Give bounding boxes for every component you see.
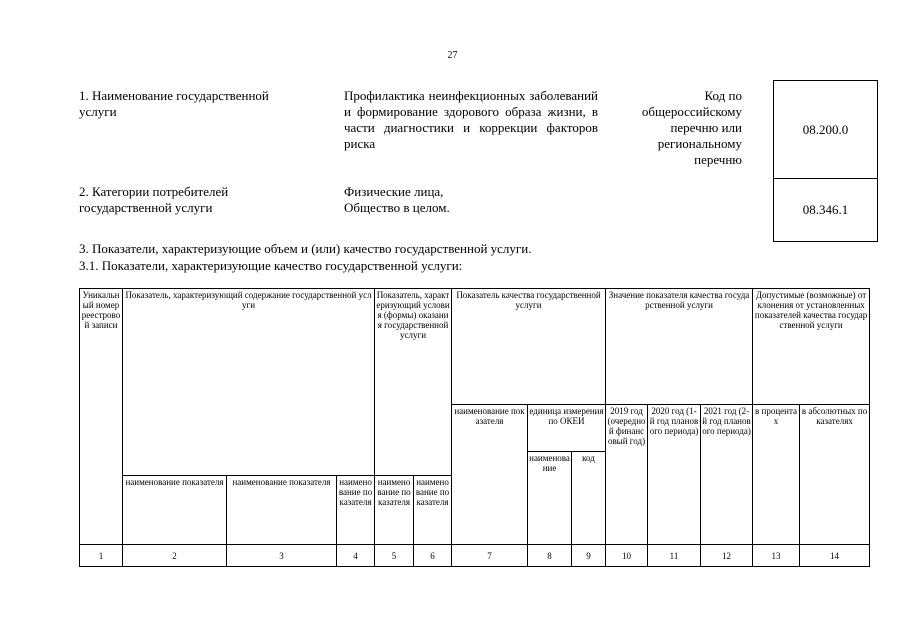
column-number: 14: [800, 545, 870, 567]
column-number: 13: [753, 545, 800, 567]
registry-code-label: Код по общероссийскому перечню или региональному перечню: [641, 88, 742, 167]
column-number: 5: [375, 545, 414, 567]
column-number: 9: [572, 545, 606, 567]
header-unique-number: Уникальный номер реестровой записи: [80, 289, 123, 545]
header-condition-name-2: наименование показателя: [414, 476, 452, 545]
header-unit-name: наименование: [528, 452, 572, 545]
consumer-category-value-2: Общество в целом.: [344, 200, 450, 215]
header-in-absolute: в абсолютных показателях: [800, 405, 870, 545]
header-content-name-1: наименование показателя: [123, 476, 227, 545]
consumer-category-label: 2. Категории потребителей государственной услуги: [79, 184, 229, 215]
table-header-row-1: [80, 289, 870, 405]
consumer-code: 08.346.1: [802, 202, 849, 217]
column-number: 2: [123, 545, 227, 567]
header-conditions-indicator: Показатель, характеризующий условия (формы) оказания государственной услуги: [375, 289, 452, 476]
column-number: 11: [648, 545, 701, 567]
column-number: 1: [80, 545, 123, 567]
page-number: 27: [447, 50, 458, 61]
service-name-value: Профилактика неинфекционных заболеваний и формирование здорового образа жизни, в части диагностики и коррекции факторов риска: [344, 88, 598, 151]
consumer-category-value-1: Физические лица,: [344, 184, 444, 199]
code-box: [773, 80, 878, 242]
column-number-row: [80, 545, 870, 567]
column-number: 6: [414, 545, 452, 567]
quality-indicators-table: [79, 288, 870, 567]
header-year-2020: 2020 год (1-й год планового периода): [648, 405, 701, 545]
column-number: 12: [701, 545, 753, 567]
header-content-name-2: наименование показателя: [227, 476, 337, 545]
header-year-2021: 2021 год (2-й год планового периода): [701, 405, 753, 545]
consumer-code-cell: [774, 179, 877, 241]
header-unit-okei: единица измерения по ОКЕИ: [528, 405, 606, 452]
service-code-cell: [774, 81, 877, 179]
column-number: 10: [606, 545, 648, 567]
service-code: 08.200.0: [802, 121, 849, 137]
header-indicator-name: наименование показателя: [452, 405, 528, 545]
header-content-name-3: наименование показателя: [337, 476, 375, 545]
header-unit-code: код: [572, 452, 606, 545]
header-year-2019: 2019 год (очередной финансовый год): [606, 405, 648, 545]
section31-heading: 3.1. Показатели, характеризующие качество государственной услуги:: [79, 258, 463, 273]
service-name-label: 1. Наименование государственной услуги: [79, 88, 269, 119]
header-in-percent: в процентах: [753, 405, 800, 545]
header-indicator-value: Значение показателя качества государственной услуги: [606, 289, 753, 405]
header-condition-name-1: наименование показателя: [375, 476, 414, 545]
column-number: 4: [337, 545, 375, 567]
header-content-indicator: Показатель, характеризующий содержание государственной услуги: [123, 289, 375, 476]
column-number: 3: [227, 545, 337, 567]
section3-heading: 3. Показатели, характеризующие объем и (или) качество государственной услуги.: [79, 241, 532, 256]
header-quality-indicator: Показатель качества государственной услуги: [452, 289, 606, 405]
column-number: 7: [452, 545, 528, 567]
column-number: 8: [528, 545, 572, 567]
header-allowed-deviation: Допустимые (возможные) отклонения от установленных показателей качества государственной услуги: [753, 289, 870, 405]
